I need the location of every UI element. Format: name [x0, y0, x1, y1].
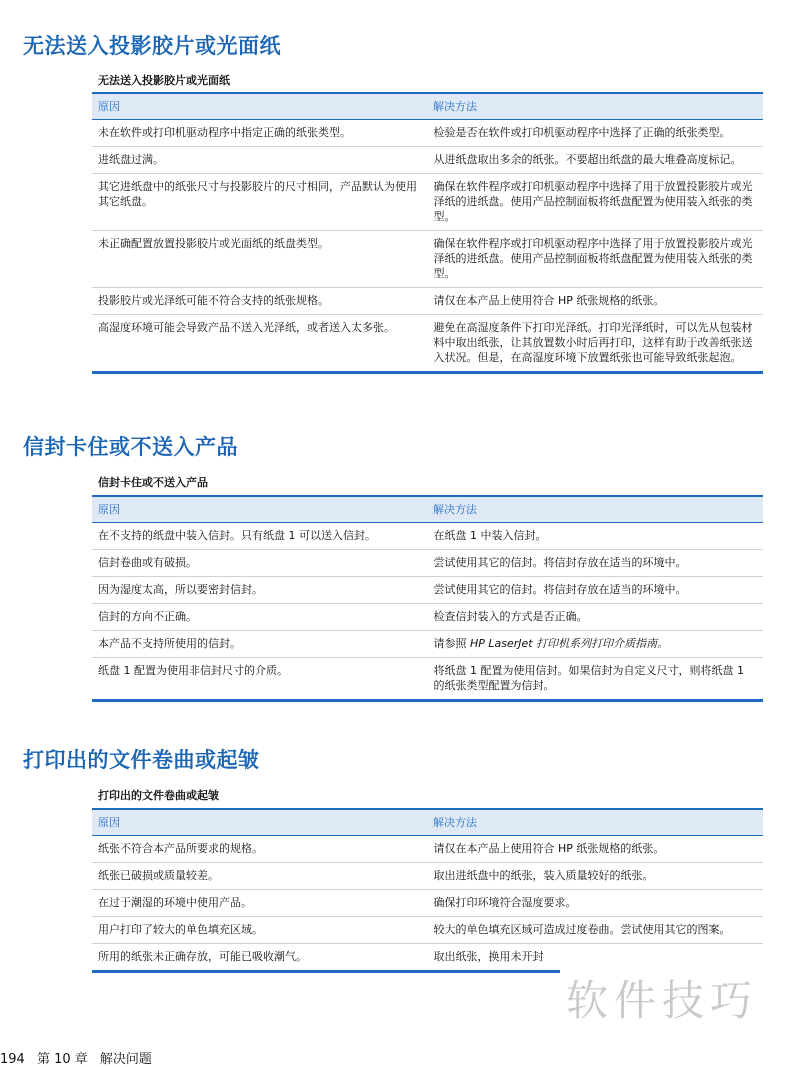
solution-cell: 尝试使用其它的信封。将信封存放在适当的环境中。	[427, 550, 763, 577]
solution-cell: 确保打印环境符合湿度要求。	[427, 890, 763, 917]
solution-cell: 避免在高湿度条件下打印光泽纸。打印光泽纸时，可以先从包装材料中取出纸张，让其放置数小时后再打印，这样有助于改善纸张送入状况。但是，在高湿度环境下放置纸张也可能导致纸张起泡。	[427, 315, 763, 373]
chapter-title: 解决问题	[99, 1052, 152, 1067]
table-header-row	[92, 809, 763, 836]
table-curl	[92, 808, 763, 973]
table-row	[92, 658, 763, 701]
table-header-row	[92, 93, 763, 120]
solution-cell: 请仅在本产品上使用符合 HP 纸张规格的纸张。	[427, 288, 763, 315]
cause-cell: 纸盘 1 配置为使用非信封尺寸的介质。	[98, 664, 288, 677]
media-guide-reference: HP LaserJet 打印机系列打印介质指南。	[470, 637, 669, 650]
cause-cell: 在不支持的纸盘中装入信封。只有纸盘 1 可以送入信封。	[92, 523, 427, 550]
table-row	[92, 917, 763, 944]
column-header-solution: 解决方法	[427, 496, 763, 523]
cause-cell: 未在软件或打印机驱动程序中指定正确的纸张类型。	[92, 120, 427, 147]
cause-cell: 进纸盘过满。	[92, 147, 427, 174]
table-row	[92, 147, 763, 174]
solution-cell: 将纸盘 1 配置为使用信封。如果信封为自定义尺寸，则将纸盘 1 的纸张类型配置为信封。	[427, 658, 763, 701]
cause-cell: 信封的方向不正确。	[92, 604, 427, 631]
table-caption-curl: 打印出的文件卷曲或起皱	[98, 789, 219, 802]
cause-cell: 其它进纸盘中的纸张尺寸与投影胶片的尺寸相同，产品默认为使用其它纸盘。	[92, 174, 427, 231]
table-envelopes	[92, 495, 763, 702]
table-row	[92, 577, 763, 604]
table-row	[92, 836, 763, 863]
table-row	[92, 174, 763, 231]
solution-cell: 在纸盘 1 中装入信封。	[427, 523, 763, 550]
cause-cell: 投影胶片或光泽纸可能不符合支持的纸张规格。	[92, 288, 427, 315]
cause-cell: 因为湿度太高，所以要密封信封。	[92, 577, 427, 604]
cause-cell: 纸张不符合本产品所要求的规格。	[92, 836, 427, 863]
table-header-row	[92, 496, 763, 523]
table-row	[92, 315, 763, 373]
table-row	[92, 523, 763, 550]
solution-cell: 从进纸盘取出多余的纸张。不要超出纸盘的最大堆叠高度标记。	[427, 147, 763, 174]
table-row	[92, 863, 763, 890]
column-header-cause: 原因	[92, 809, 427, 836]
table-caption-envelopes: 信封卡住或不送入产品	[98, 476, 208, 489]
page-footer	[0, 1048, 160, 1067]
page-number: 194	[0, 1052, 25, 1067]
solution-cell: 确保在软件程序或打印机驱动程序中选择了用于放置投影胶片或光泽纸的进纸盘。使用产品控制面板将纸盘配置为使用装入纸张的类型。	[427, 231, 763, 288]
solution-cell: 检验是否在软件或打印机驱动程序中选择了正确的纸张类型。	[427, 120, 763, 147]
solution-cell: 较大的单色填充区域可造成过度卷曲。尝试使用其它的图案。	[427, 917, 763, 944]
table-row	[92, 550, 763, 577]
solution-cell	[427, 631, 763, 658]
section-title-curl: 打印出的文件卷曲或起皱	[23, 748, 260, 772]
solution-cell: 取出纸张，换用未开封	[427, 944, 763, 972]
table-row	[92, 288, 763, 315]
watermark: 软件技巧	[566, 976, 759, 1025]
section-title-transparency: 无法送入投影胶片或光面纸	[23, 34, 281, 58]
cause-cell: 纸张已破损或质量较差。	[92, 863, 427, 890]
section-title-envelopes: 信封卡住或不送入产品	[23, 435, 238, 459]
column-header-cause: 原因	[92, 93, 427, 120]
cause-cell: 用户打印了较大的单色填充区域。	[92, 917, 427, 944]
table-row	[92, 631, 763, 658]
table-caption-transparency: 无法送入投影胶片或光面纸	[98, 74, 230, 87]
cause-cell: 高湿度环境可能会导致产品不送入光泽纸，或者送入太多张。	[98, 321, 395, 334]
table-row	[92, 604, 763, 631]
chapter-label: 第 10 章	[36, 1052, 88, 1067]
cause-cell: 本产品不支持所使用的信封。	[92, 631, 427, 658]
column-header-solution: 解决方法	[427, 93, 763, 120]
solution-prefix: 请参照	[433, 637, 470, 650]
table-row	[92, 120, 763, 147]
solution-cell: 确保在软件程序或打印机驱动程序中选择了用于放置投影胶片或光泽纸的进纸盘。使用产品控制面板将纸盘配置为使用装入纸张的类型。	[427, 174, 763, 231]
cause-cell: 信封卷曲或有破损。	[92, 550, 427, 577]
table-row	[92, 231, 763, 288]
column-header-solution: 解决方法	[427, 809, 763, 836]
table-transparency	[92, 92, 763, 374]
solution-cell: 取出进纸盘中的纸张，装入质量较好的纸张。	[427, 863, 763, 890]
solution-cell: 请仅在本产品上使用符合 HP 纸张规格的纸张。	[427, 836, 763, 863]
cause-cell: 在过于潮湿的环境中使用产品。	[92, 890, 427, 917]
cause-cell: 所用的纸张未正确存放，可能已吸收潮气。	[98, 950, 307, 963]
column-header-cause: 原因	[92, 496, 427, 523]
solution-cell: 检查信封装入的方式是否正确。	[427, 604, 763, 631]
solution-cell: 尝试使用其它的信封。将信封存放在适当的环境中。	[427, 577, 763, 604]
cause-cell: 未正确配置放置投影胶片或光面纸的纸盘类型。	[92, 231, 427, 288]
table-row	[92, 890, 763, 917]
